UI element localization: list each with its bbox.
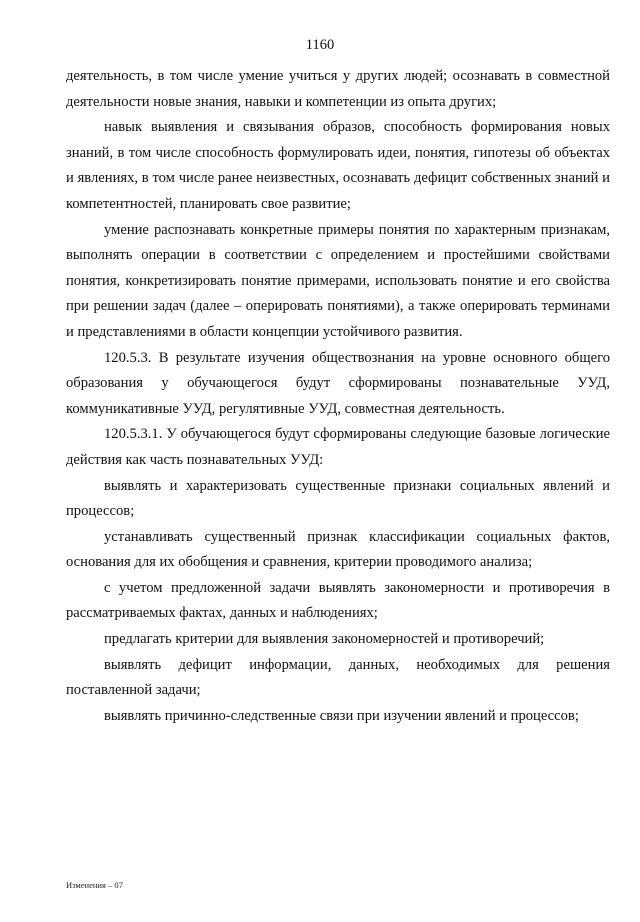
paragraph: с учетом предложенной задачи выявлять закономерности и противоречия в рассматриваемых фактах, данных и наблюдениях; [66, 579, 610, 622]
paragraph: 120.5.3. В результате изучения обществознания на уровне основного общего образования у обучающегося будут сформированы познавательные УУД, коммуникативные УУД, регулятивные УУД, совместная деятельность. [66, 349, 610, 417]
document-body [66, 64, 610, 729]
paragraph: выявлять дефицит информации, данных, необходимых для решения поставленной задачи; [66, 656, 610, 699]
paragraph: выявлять и характеризовать существенные признаки социальных явлений и процессов; [66, 477, 610, 520]
footer-revision-note: Изменения – 07 [66, 880, 123, 890]
paragraph: устанавливать существенный признак классификации социальных фактов, основания для их обобщения и сравнения, критерии проводимого анализа; [66, 528, 610, 571]
paragraph: 120.5.3.1. У обучающегося будут сформированы следующие базовые логические действия как часть познавательных УУД: [66, 426, 610, 468]
paragraph: выявлять причинно-следственные связи при изучении явлений и процессов; [104, 707, 579, 724]
page-number: 1160 [305, 37, 335, 53]
paragraph: умение распознавать конкретные примеры понятия по характерным признакам, выполнять операции в соответствии с определением и простейшими свойствами понятия, конкретизировать понятие примерами, использовать понятие и его свойства при решении задач (далее – оперировать понятиями), а также оперировать терминами и представлениями в области концепции устойчивого развития. [66, 221, 610, 340]
paragraph: навык выявления и связывания образов, способность формирования новых знаний, в том числе способность формулировать идеи, понятия, гипотезы об объектах и явлениях, в том числе ранее неизвестных, осознавать дефицит собственных знаний и компетентностей, планировать свое развитие; [66, 119, 610, 212]
paragraph: предлагать критерии для выявления закономерностей и противоречий; [104, 631, 545, 648]
paragraph: деятельность, в том числе умение учиться у других людей; осознавать в совместной деятельности новые знания, навыки и компетенции из опыта других; [66, 68, 610, 110]
